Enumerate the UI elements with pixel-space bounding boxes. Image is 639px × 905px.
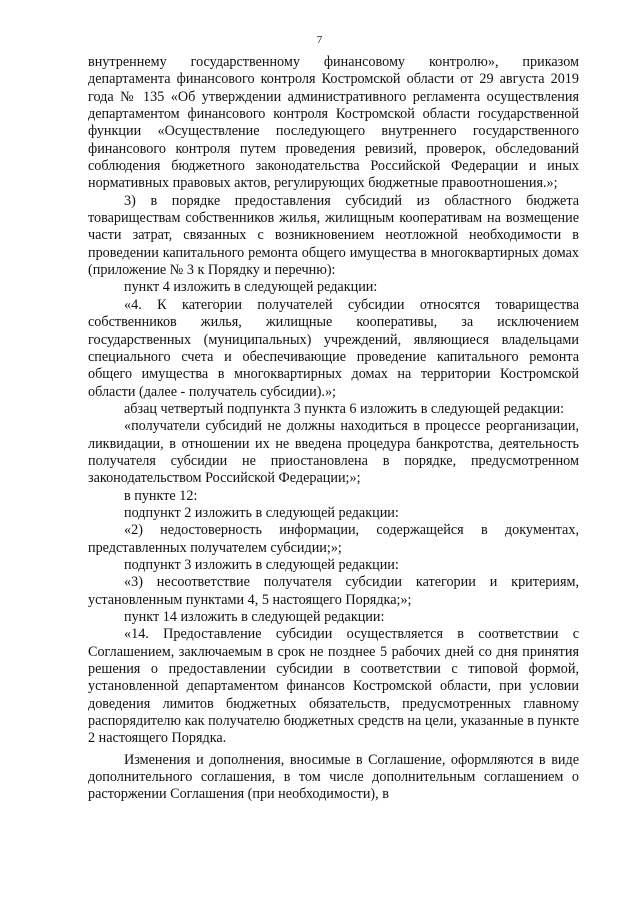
paragraph-6: «получатели субсидий не должны находиться в процессе реорганизации, ликвидации, в отношении их не введена процедура банкротства, деятельность получателя субсидии не приостановлена в порядке, предусмотренном законодательством Российской Федерации;»; [88,418,579,487]
paragraph-13: «14. Предоставление субсидии осуществляется в соответствии с Соглашением, заключаемым в срок не позднее 5 рабочих дней со дня принятия решения о предоставлении субсидии в соответствии с типовой формой, установленной департаментом финансов Костромской области, при условии доведения лимитов бюджетных обязательств, предусмотренных главному распорядителю как получателю бюджетных средств на цели, указанные в пункте 2 настоящего Порядка. [88,626,579,747]
paragraph-2: 3) в порядке предоставления субсидий из областного бюджета товариществам собственников жилья, жилищным кооперативам на возмещение части затрат, связанных с возникновением неотложной необходимости в проведении капитального ремонта общего имущества в многоквартирных домах (приложение № 3 к Порядку и перечню): [88,192,579,279]
paragraph-4: «4. К категории получателей субсидии относятся товарищества собственников жилья, жилищные кооперативы, за исключением государственных (муниципальных) учреждений, являющиеся владельцами специального счета и обеспечивающие проведение капитального ремонта общего имущества в многоквартирных домах на территории Костромской области (далее - получатель субсидии).»; [88,296,579,400]
paragraph-1: внутреннему государственному финансовому контролю», приказом департамента финансового контроля Костромской области от 29 августа 2019 года № 135 «Об утверждении административного регламента осуществления департаментом финансового контроля Костромской области государственной функции «Осуществление последующего внутреннего государственного финансового контроля путем проведения ревизий, проверок, обследований соблюдения бюджетного законодательства Российской Федерации и иных нормативных правовых актов, регулирующих бюджетные правоотношения.»; [88,54,579,192]
paragraph-14: Изменения и дополнения, вносимые в Соглашение, оформляются в виде дополнительного соглашения, в том числе дополнительным соглашением о расторжении Соглашения (при необходимости), в [88,751,579,803]
paragraph-9: «2) недостоверность информации, содержащейся в документах, представленных получателем субсидии;»; [88,522,579,556]
paragraph-3: пункт 4 изложить в следующей редакции: [124,279,378,296]
document-body [88,54,579,804]
paragraph-5: абзац четвертый подпункта 3 пункта 6 изложить в следующей редакции: [124,400,565,417]
paragraph-7: в пункте 12: [124,487,198,504]
paragraph-10: подпункт 3 изложить в следующей редакции: [124,556,399,573]
paragraph-8: подпункт 2 изложить в следующей редакции: [124,504,399,521]
page-number: 7 [316,34,323,46]
paragraph-11: «3) несоответствие получателя субсидии категории и критериям, установленным пунктами 4, 5 настоящего Порядка;»; [88,574,579,608]
paragraph-12: пункт 14 изложить в следующей редакции: [124,609,385,625]
